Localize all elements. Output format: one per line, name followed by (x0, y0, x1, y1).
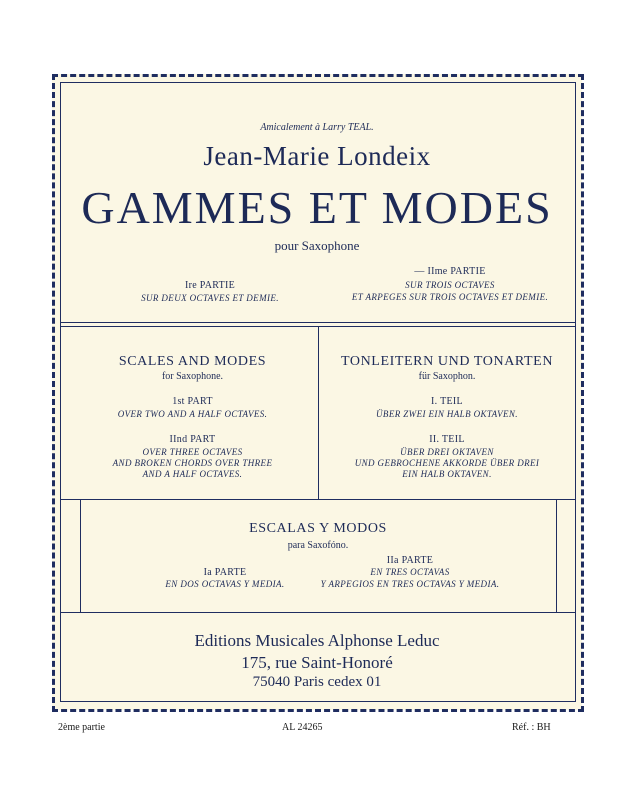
spanish-part1-label: Ia PARTE (203, 567, 247, 578)
german-title: TONLEITERN UND TONARTEN (340, 354, 554, 369)
spanish-part1-desc: EN DOS OCTAVAS Y MEDIA. (165, 579, 285, 589)
german-part1-label: I. TEIL (431, 396, 463, 407)
spanish-part2-desc-2: Y ARPEGIOS EN TRES OCTAVAS Y MEDIA. (320, 579, 500, 589)
german-part1-desc: ÜBER ZWEI EIN HALB OKTAVEN. (376, 409, 518, 419)
page-title: GAMMES ET MODES (81, 182, 553, 233)
spanish-part2-desc-1: EN TRES OCTAVAS (370, 567, 450, 577)
spanish-part2-label: IIa PARTE (386, 555, 434, 566)
publisher-address: 175, rue Saint-Honoré (241, 653, 393, 672)
german-subtitle: für Saxophon. (418, 371, 476, 382)
german-part2-desc-1: ÜBER DREI OKTAVEN (400, 447, 494, 457)
english-part2-desc-1: OVER THREE OCTAVES (142, 447, 243, 457)
column-divider (318, 327, 319, 499)
subtitle: pour Saxophone (274, 238, 360, 253)
footer-part-label: 2ème partie (58, 722, 105, 733)
french-part2-label: — IIme PARTIE (414, 266, 486, 277)
spanish-subtitle: para Saxofóno. (287, 540, 349, 551)
german-part2-desc-2: UND GEBROCHENE AKKORDE ÜBER DREI (354, 458, 540, 468)
french-part2-desc-1: SUR TROIS OCTAVES (405, 280, 495, 290)
column-divider (80, 499, 81, 612)
french-part2-desc-2: ET ARPEGES SUR TROIS OCTAVES ET DEMIE. (351, 292, 549, 302)
english-part1-desc: OVER TWO AND A HALF OCTAVES. (117, 409, 268, 419)
french-part1-label: Ire PARTIE (184, 280, 236, 291)
english-part2-desc-3: AND A HALF OCTAVES. (142, 469, 243, 479)
english-part2-desc-2: AND BROKEN CHORDS OVER THREE (112, 458, 273, 468)
column-divider (556, 499, 557, 612)
publisher-city: 75040 Paris cedex 01 (252, 674, 382, 690)
english-part1-label: 1st PART (172, 396, 213, 407)
german-part2-label: II. TEIL (429, 434, 465, 445)
english-subtitle: for Saxophone. (161, 371, 224, 382)
divider-line (60, 612, 575, 613)
footer-catalog-number: AL 24265 (282, 722, 323, 733)
german-part2-desc-3: EIN HALB OKTAVEN. (402, 469, 492, 479)
composer-name: Jean-Marie Londeix (203, 141, 431, 171)
spanish-title: ESCALAS Y MODOS (249, 521, 387, 536)
english-part2-label: IInd PART (169, 434, 216, 445)
french-part1-desc: SUR DEUX OCTAVES ET DEMIE. (141, 293, 279, 303)
publisher-name: Editions Musicales Alphonse Leduc (194, 631, 440, 650)
english-title: SCALES AND MODES (118, 354, 267, 369)
divider-line (60, 322, 575, 323)
dedication: Amicalement à Larry TEAL. (260, 122, 374, 133)
divider-line (60, 499, 575, 500)
footer-reference: Réf. : BH (512, 722, 551, 733)
